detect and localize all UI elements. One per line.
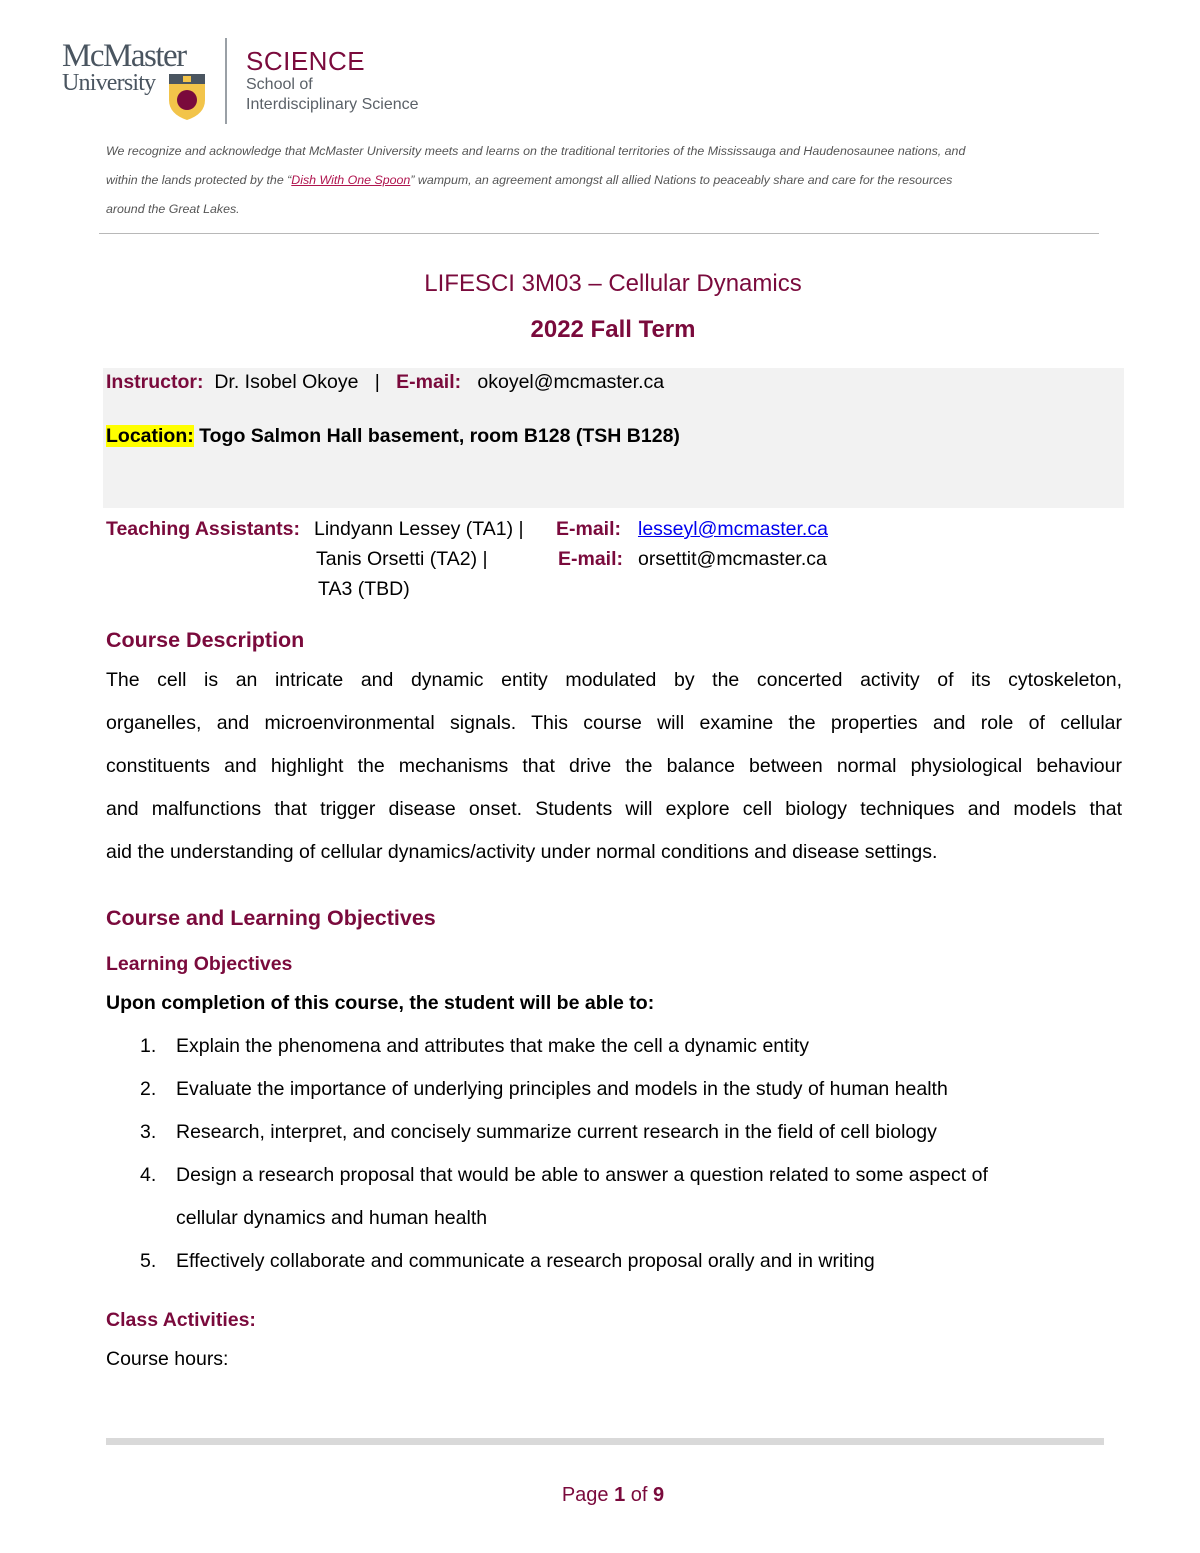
course-description-heading: Course Description	[106, 628, 305, 652]
land-acknowledgement-line1: We recognize and acknowledge that McMaster University meets and learns on the traditional territories of the Mississauga and Haudenosaunee nations, and	[106, 144, 966, 158]
objectives-heading: Course and Learning Objectives	[106, 906, 436, 930]
ack-text: ” wampum, an agreement amongst all allied Nations to peaceably share and care for the resources	[410, 173, 953, 187]
divider	[99, 233, 1099, 234]
ta-email-2: orsettit@mcmaster.ca	[638, 548, 827, 570]
ta-name-3: TA3 (TBD)	[318, 578, 410, 600]
page-label: Page	[561, 1484, 609, 1506]
ta-name-1: Lindyann Lessey (TA1) |	[314, 518, 524, 540]
description-line: constituents and highlight the mechanisms that drive the balance between normal physiological behaviour	[106, 755, 1122, 777]
list-item: Explain the phenomena and attributes that make the cell a dynamic entity	[176, 1035, 810, 1057]
instructor-email: okoyel@mcmaster.ca	[477, 371, 665, 393]
course-title: LIFESCI 3M03 – Cellular Dynamics	[424, 270, 802, 297]
land-acknowledgement-line2	[106, 173, 952, 187]
ta-email-label-2: E-mail:	[558, 548, 624, 570]
description-line: The cell is an intricate and dynamic entity modulated by the concerted activity of its cytoskeleton,	[106, 669, 1122, 691]
crest-icon	[169, 74, 205, 120]
list-item: Research, interpret, and concisely summarize current research in the field of cell biology	[176, 1121, 937, 1143]
location-label: Location:	[106, 425, 194, 447]
description-line: aid the understanding of cellular dynamics/activity under normal conditions and disease settings.	[106, 841, 938, 863]
course-hours-label: Course hours:	[106, 1348, 229, 1370]
logo-mcmaster: McMaster	[62, 38, 186, 74]
instructor-label: Instructor:	[106, 371, 204, 393]
objectives-intro: Upon completion of this course, the student will be able to:	[106, 992, 655, 1014]
land-acknowledgement-line3: around the Great Lakes.	[106, 202, 240, 216]
location-value: Togo Salmon Hall basement, room B128 (TSH B128)	[199, 425, 680, 447]
footer-divider	[106, 1438, 1104, 1445]
dish-with-one-spoon-link[interactable]: Dish With One Spoon	[291, 173, 411, 187]
logo-school-line1: School of	[246, 76, 313, 93]
list-number: 3.	[140, 1121, 157, 1143]
instructor-row	[106, 371, 664, 394]
description-line: and malfunctions that trigger disease onset. Students will explore cell biology techniques and models that	[106, 798, 1122, 820]
list-number: 5.	[140, 1250, 157, 1272]
course-term: 2022 Fall Term	[530, 316, 696, 343]
learning-objectives-subheading: Learning Objectives	[106, 953, 293, 975]
logo-science: SCIENCE	[246, 46, 366, 76]
email-label: E-mail:	[396, 371, 462, 393]
logo-university: University	[62, 70, 156, 96]
list-number: 4.	[140, 1164, 157, 1186]
ta-email-link-1[interactable]: lesseyl@mcmaster.ca	[638, 518, 828, 540]
page-total: 9	[653, 1484, 665, 1506]
separator: |	[374, 371, 380, 393]
list-item: Effectively collaborate and communicate a research proposal orally and in writing	[176, 1250, 875, 1272]
ta-label: Teaching Assistants:	[106, 518, 300, 540]
class-activities-heading: Class Activities:	[106, 1309, 256, 1331]
description-line: organelles, and microenvironmental signals. This course will examine the properties and role of cellular	[106, 712, 1122, 734]
ack-text: within the lands protected by the “	[106, 173, 292, 187]
list-number: 1.	[140, 1035, 157, 1057]
page-current: 1	[614, 1484, 626, 1506]
ta-name-2: Tanis Orsetti (TA2) |	[316, 548, 488, 570]
list-number: 2.	[140, 1078, 157, 1100]
ta-email-label-1: E-mail:	[556, 518, 622, 540]
page-of: of	[630, 1484, 648, 1506]
list-item-continuation: cellular dynamics and human health	[176, 1207, 488, 1229]
instructor-name: Dr. Isobel Okoye	[214, 371, 359, 393]
list-item: Design a research proposal that would be able to answer a question related to some aspect of	[176, 1164, 988, 1186]
page-number	[0, 1484, 1200, 1507]
list-item: Evaluate the importance of underlying principles and models in the study of human health	[176, 1078, 948, 1100]
logo-school-line2: Interdisciplinary Science	[246, 96, 419, 113]
logo-divider	[225, 38, 227, 124]
location-row	[106, 425, 680, 448]
